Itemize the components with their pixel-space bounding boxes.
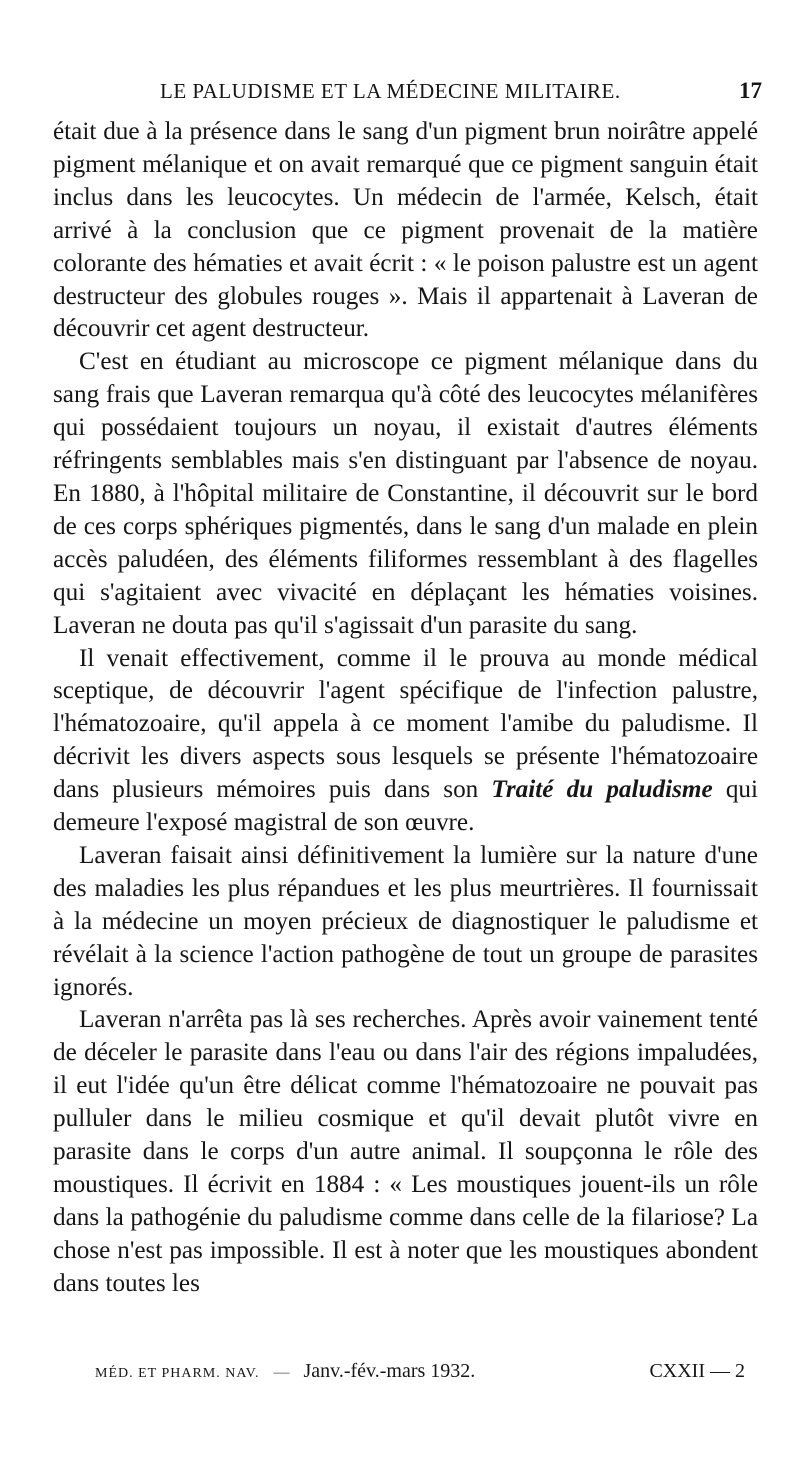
book-title: Traité du paludisme — [491, 776, 713, 804]
paragraph-1: était due à la présence dans le sang d'un pigment brun noirâtre appelé pigment mélanique et on avait remarqué que ce pigment sanguin était inclus dans les leucocytes. Un médecin de l'armée, Kelsch, était arrivé à la conclusion que ce pigment provenait de la matière colorante des hématies et avait écrit : « le poison palustre est un agent destructeur des globules rouges ». Mais il appartenait à Laveran de découvrir cet agent destructeur. — [53, 118, 758, 343]
paragraph-4: Laveran faisait ainsi définitivement la lumière sur la nature d'une des maladies les plus répandues et les plus meurtrières. Il fournissait à la médecine un moyen précieux de diagnostiquer le paludisme et révélait à la science l'action pathogène de tout un groupe de parasites ignorés. — [53, 841, 758, 1001]
paragraph-3-text-before: Il venait effectivement, comme il le prouva au monde médical sceptique, de découvrir l'agent spécifique de l'infection palustre, l'hématozoaire, qu'il appela à ce moment l'amibe du paludisme. Il décrivit les divers aspects sous lesquels se présente l'hématozoaire dans plusieurs mémoires puis dans son — [53, 644, 758, 804]
page-header — [160, 78, 762, 114]
page-number: 17 — [739, 78, 762, 103]
paragraph-5: Laveran n'arrêta pas là ses recherches. Après avoir vainement tenté de déceler le parasite dans l'eau ou dans l'air des régions impaludées, il eut l'idée qu'un être délicat comme l'hématozoaire ne pouvait pas pulluler dans le milieu cosmique et qu'il devait plutôt vivre en parasite dans le corps d'un autre animal. Il soupçonna le rôle des moustiques. Il écrivit en 1884 : « Les moustiques jouent-ils un rôle dans la pathogénie du paludisme comme dans celle de la filariose? La chose n'est pas impossible. Il est à noter que les moustiques abondent dans toutes les — [53, 1006, 758, 1297]
issue-date: Janv.-fév.-mars 1932. — [303, 1360, 476, 1382]
paragraph-3 — [53, 643, 758, 840]
running-title: LE PALUDISME ET LA MÉDECINE MILITAIRE. — [160, 79, 621, 103]
page-footer — [95, 1360, 745, 1390]
journal-abbreviation: MÉD. ET PHARM. NAV. — [95, 1366, 260, 1381]
body-text — [53, 116, 758, 1301]
paragraph-3-text-after: qui demeure l'exposé magistral de son œuvre. — [53, 776, 759, 837]
signature-mark: CXXII — 2 — [649, 1360, 745, 1382]
footer-dash: — — [273, 1364, 290, 1381]
paragraph-2: C'est en étudiant au microscope ce pigment mélanique dans du sang frais que Laveran remarqua qu'à côté des leucocytes mélanifères qui possédaient toujours un noyau, il existait d'autres éléments réfringents semblables mais s'en distinguant par l'absence de noyau. En 1880, à l'hôpital militaire de Constantine, il découvrit sur le bord de ces corps sphériques pigmentés, dans le sang d'un malade en plein accès paludéen, des éléments filiformes ressemblant à des flagelles qui s'agitaient avec vivacité en déplaçant les hématies voisines. Laveran ne douta pas qu'il s'agissait d'un parasite du sang. — [53, 348, 758, 639]
